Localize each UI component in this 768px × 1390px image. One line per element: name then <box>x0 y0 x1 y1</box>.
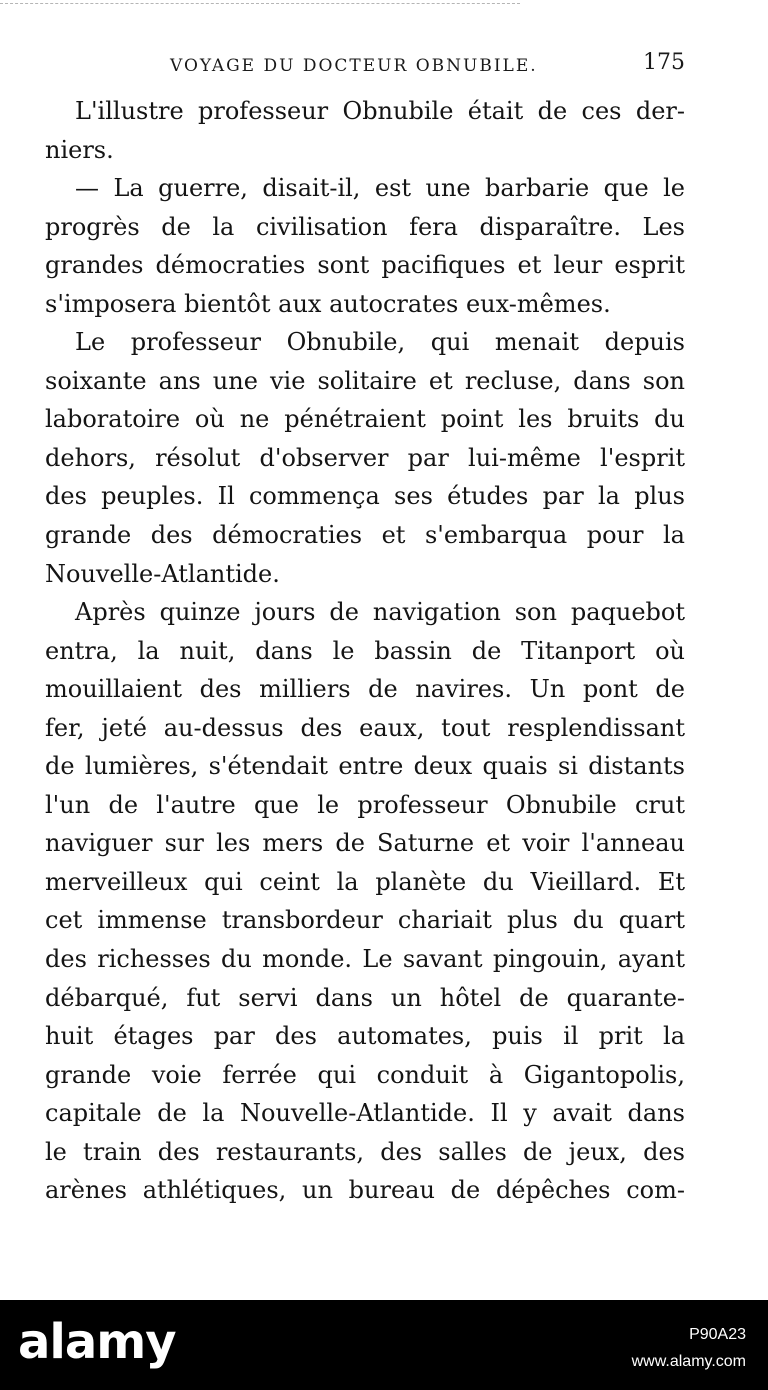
body-text <box>45 92 685 1210</box>
text-line: Nouvelle-Atlantide. <box>45 559 280 588</box>
text-line: grandes démocraties sont pacifiques et leur esprit <box>45 251 685 280</box>
text-line: soixante ans une vie solitaire et recluse, dans son <box>45 366 685 395</box>
text-line: arènes athlétiques, un bureau de dépêches com- <box>45 1176 685 1205</box>
text-line: mouillaient des milliers de navires. Un pont de <box>45 675 685 704</box>
paragraph <box>45 169 685 323</box>
text-line: — La guerre, disait-il, est une barbarie que le <box>75 174 685 203</box>
text-line: merveilleux qui ceint la planète du Vieillard. Et <box>45 867 685 896</box>
text-line: s'imposera bientôt aux autocrates eux-mêmes. <box>45 289 611 318</box>
text-line: huit étages par des automates, puis il prit la <box>45 1022 685 1051</box>
text-line: progrès de la civilisation fera disparaître. Les <box>45 212 685 241</box>
stock-banner <box>0 1300 768 1390</box>
text-line: laboratoire où ne pénétraient point les bruits du <box>45 405 685 434</box>
text-line: de lumières, s'étendait entre deux quais si distants <box>45 752 685 781</box>
text-line: grande voie ferrée qui conduit à Gigantopolis, <box>45 1060 685 1089</box>
text-line: niers. <box>45 135 114 164</box>
text-line: des peuples. Il commença ses études par la plus <box>45 482 685 511</box>
image-code: P90A23 <box>689 1326 746 1343</box>
text-line: Le professeur Obnubile, qui menait depuis <box>75 328 685 357</box>
top-divider <box>0 3 520 4</box>
paragraph <box>45 323 685 593</box>
paragraph <box>45 593 685 1210</box>
text-line: Après quinze jours de navigation son paquebot <box>75 598 685 627</box>
alamy-logo: alamy <box>18 1314 176 1370</box>
text-line: capitale de la Nouvelle-Atlantide. Il y avait dans <box>45 1099 685 1128</box>
text-line: L'illustre professeur Obnubile était de ces der- <box>75 97 685 125</box>
text-line: débarqué, fut servi dans un hôtel de quarante- <box>45 983 685 1012</box>
text-line: des richesses du monde. Le savant pingouin, ayant <box>45 945 685 974</box>
text-line: l'un de l'autre que le professeur Obnubile crut <box>45 790 685 819</box>
running-header: VOYAGE DU DOCTEUR OBNUBILE. <box>170 56 538 76</box>
text-line: le train des restaurants, des salles de jeux, des <box>45 1137 685 1166</box>
text-line: entra, la nuit, dans le bassin de Titanport où <box>45 636 685 665</box>
text-line: naviguer sur les mers de Saturne et voir l'anneau <box>45 829 685 858</box>
page-number: 175 <box>643 50 685 75</box>
text-line: cet immense transbordeur chariait plus du quart <box>45 906 685 935</box>
text-line: fer, jeté au-dessus des eaux, tout resplendissant <box>45 713 685 742</box>
text-line: grande des démocraties et s'embarqua pour la <box>45 521 685 550</box>
text-line: dehors, résolut d'observer par lui-même l'esprit <box>45 443 685 472</box>
paragraph <box>45 92 685 169</box>
site-url: www.alamy.com <box>631 1353 746 1370</box>
